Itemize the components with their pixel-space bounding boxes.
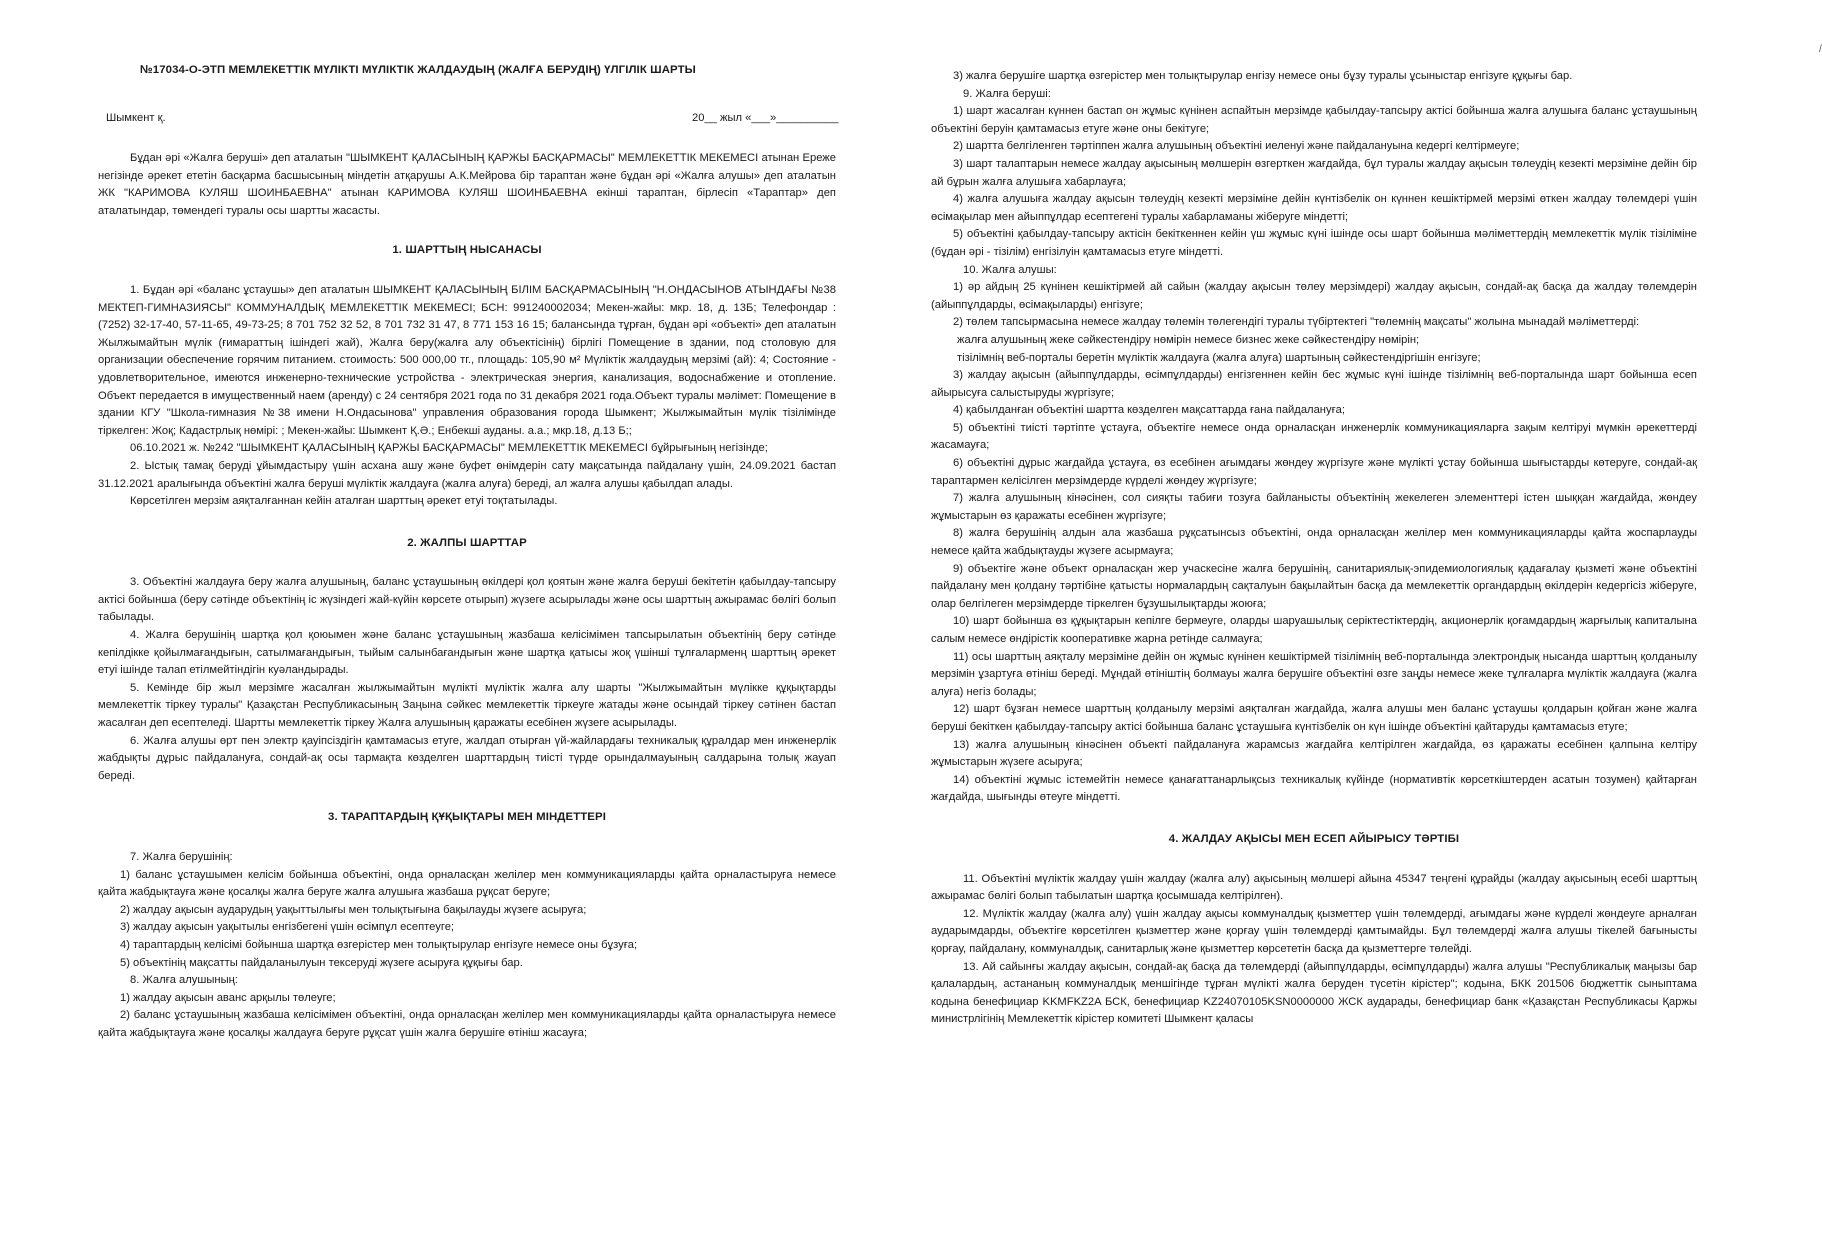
clause-10-detail: жалға алушының жеке сәйкестендіру нөмірін немесе бизнес жеке сәйкестендіру нөмірін; — [957, 333, 1420, 346]
section-4-title: 4. ЖАЛДАУ АҚЫСЫ МЕН ЕСЕП АЙЫРЫСУ ТӘРТІБІ — [1168, 832, 1460, 845]
clause-8-item: 3) жалға берушіге шартқа өзгерістер мен толықтырулар енгізу немесе оны бұзу туралы ұсыныстар енгізуге құқығы бар. — [953, 70, 1573, 82]
clause-10-item: 6) объектіні дұрыс жағдайда ұстауға, өз есебінен ағымдағы жөндеу жүргізуге және мүлікті ұстау бойынша шығыстарды көтеруге, сондай-ақ тараптармен келісілген мерзімдерде күрделі жөндеу жүргізуге; — [931, 457, 1697, 487]
clause-7: 7. Жалға берушінің: — [130, 851, 233, 863]
clause-10-item: 11) осы шарттың аяқталу мерзіміне дейін он жұмыс күнінен кешіктірмей тізілімнің веб-порталында электрондық нысанда шарттың қолданылу мерзімін ұзартуға өтініш береді. Мұндай өтініштің болмауы жалға берушіге объектіні өзге заңды немесе жеке тұлғаларға мүліктік жалдауға (жалға алуға) негіз болады; — [931, 650, 1697, 698]
clause-9-item: 4) жалға алушыға жалдау ақысын төлеудің кезекті мерзіміне дейін күнтізбелік он күннен кешіктірмей мерзімі өткен жалдау төлемдері үшін өсімақылар мен айыппұлдар есептегені туралы хабарламаны жіберуге міндетті; — [931, 193, 1697, 223]
clause-10-item: 3) жалдау ақысын (айыппұлдарды, өсімпұлдарды) енгізгеннен кейін бес жұмыс күні ішінде тізілімнің веб-порталында шарт бойынша есеп айырысуға салыстыруды жүргізуге; — [931, 369, 1697, 399]
document-title: №17034-О-ЭТП МЕМЛЕКЕТТІК МҮЛІКТІ МҮЛІКТІК ЖАЛДАУДЫҢ (ЖАЛҒА БЕРУДІҢ) ҮЛГІЛІК ШАРТЫ — [140, 64, 696, 76]
clause-10: 10. Жалға алушы: — [963, 263, 1057, 276]
clause-8: 8. Жалға алушының: — [130, 974, 238, 987]
clause-12: 12. Мүліктік жалдау (жалға алу) үшін жалдау ақысы коммуналдық қызметтер үшін төлемдерді, ағымдағы және күрделі жөндеуге арналған аударымдарды, объектіге көрсетілген қызметтер және қорғау үшін төлемдерді қамтымайды. Бұл төлемдерді жалға алушы тікелей бағынысты қорғау, пайдалану, коммуналдық, санитарлық және қызметтер көрсететін басқа да қызметтерге төлейді. — [931, 907, 1697, 955]
clause-2-termination: Көрсетілген мерзім аяқталғаннан кейін аталған шарттың әрекет етуі тоқтатылады. — [130, 495, 558, 508]
clause-9-item: 1) шарт жасалған күннен бастап он жұмыс күнінен аспайтын мерзімде қабылдау-тапсыру актісі бойынша жалға алушыға баланс ұстаушының объектіні беруін қамтамасыз етуге және оны бекітуге; — [931, 105, 1697, 135]
clause-7-item: 3) жалдау ақысын уақытылы енгізбегені үшін өсімпұл есептеуге; — [120, 921, 455, 934]
right-page — [877, 0, 1822, 1240]
clause-7-item: 1) баланс ұстаушымен келісім бойынша объектіні, онда орналасқан желілер мен коммуникацияларды қайта орналастыруға немесе қайта жабдықтауға және қосалқы жалға беруге жалға алушыға жазбаша рұқсат беруге; — [98, 868, 836, 899]
clause-10-item: 5) объектіні тиісті тәртіпте ұстауға, объектіге немесе онда орналасқан инженерлік коммуникацияларға зақым келтіруі мүмкін әрекеттерді жасамауға; — [931, 421, 1697, 452]
clause-7-item: 4) тараптардың келісімі бойынша шартқа өзгерістер мен толықтырулар енгізуге немесе оны бұзуға; — [120, 938, 638, 951]
clause-1-basis: 06.10.2021 ж. №242 "ШЫМКЕНТ ҚАЛАСЫНЫҢ ҚАРЖЫ БАСҚАРМАСЫ" МЕМЛЕКЕТТІК МЕКЕМЕСІ бұйрығының негізінде; — [130, 442, 768, 455]
clause-8-item: 2) баланс ұстаушының жазбаша келісімімен объектіні, онда орналасқан желілер мен коммуникацияларды қайта орналастыруға немесе қайта жабдықтауға және қосалқы жалдауға беруге рұқсат үшін жалға берушіге өтініш жасауға; — [98, 1009, 836, 1039]
clause-6: 6. Жалға алушы өрт пен электр қауіпсіздігін қамтамасыз етуге, жалдап отырған үй-жайлардағы техникалық құралдар мен инженерлік жабдықты дұрыс пайдалануға, сондай-ақ осы тармақта көзделген шарттардың тиісті түрде орындалмауының салдарына толық жауап береді. — [98, 734, 836, 782]
clause-10-item: 7) жалға алушының кінәсінен, сол сияқты табиғи тозуға байланысты объектінің жекелеген элементтері істен шыққан жағдайда, жөндеу жұмыстарын өз қаражаты есебінен жүргізуге; — [931, 492, 1697, 522]
clause-9: 9. Жалға беруші: — [963, 87, 1051, 100]
clause-5: 5. Кемінде бір жыл мерзімге жасалған жылжымайтын мүлікті мүліктік жалға алу шарты "Жылжымайтын мүлікке құқықтарды мемлекеттік тіркеу туралы" Қазақстан Республикасының Заңына сәйкес мемлекеттік тіркеуге жатады және осындай тіркеу сәтінен бастап жасалған деп есептеледі. Шартты мемлекеттік тіркеу Жалға алушының қаражаты есебінен жүзеге асырылады. — [98, 681, 836, 730]
clause-7-item: 2) жалдау ақысын аударудың уақыттылығы мен толықтығына бақылауды жүзеге асыруға; — [120, 903, 587, 916]
clause-9-item: 2) шартта белгіленген тәртіппен жалға алушының объектіні иеленуі және пайдалануына кедергі келтірмеуге; — [953, 140, 1520, 153]
clause-10-item: 2) төлем тапсырмасына немесе жалдау төлемін төлегендігі туралы түбіртектегі "төлемнің мақсаты" жолына мынадай мәліметтерді: — [953, 316, 1640, 329]
clause-10-item: 14) объектіні жұмыс істемейтін немесе қанағаттанарлықсыз техникалық күйінде (нормативтік көрсеткіштерден асатын тозумен) қайтарған жағдайда, шығынды өтеуге міндетті. — [931, 773, 1697, 804]
clause-10-item: 1) әр айдың 25 күнінен кешіктірмей ай сайын (жалдау ақысын төлеу мерзімдері) жалдау ақысын, сондай-ақ басқа да жалдау төлемдерін (айыппұлдарды, өсімақыларды) енгізуге; — [931, 281, 1697, 311]
clause-10-item: 9) объектіге және объект орналасқан жер учаскесіне жалға берушінің, санитариялық-эпидемиологиялық қадағалау қызметі және объектіні пайдалану мен қолдану тәртібіне қатысты нормалардың сақталуын бақылайтын басқа да мемлекеттік органдардың өкілдерін кедергісіз жіберуге, олар белгілеген мерзімдерде тіркелген бұзушылықтарды жоюға; — [931, 562, 1697, 610]
section-3-title: 3. ТАРАПТАРДЫҢ ҚҰҚЫҚТАРЫ МЕН МІНДЕТТЕРІ — [328, 811, 606, 824]
contract-date: 20__ жыл «___»__________ — [692, 112, 839, 124]
section-1-title: 1. ШАРТТЫҢ НЫСАНАСЫ — [392, 244, 542, 257]
clause-2: 2. Ыстық тамақ беруді ұйымдастыру үшін асхана ашу және буфет өнімдерін сату мақсатында пайдалану үшін, 24.09.2021 бастап 31.12.2021 аралығында объектіні жалға беруші мүліктік жалдауға (жалға алуға) береді, ал жалға алушы қабылдап алады. — [98, 459, 836, 490]
clause-10-item: 13) жалға алушының кінәсінен объекті пайдалануға жарамсыз жағдайға келтірілген жағдайда, өз қаражаты есебінен қалпына келтіру жұмыстарын жүзеге асыруға; — [931, 738, 1697, 769]
intro-paragraph: Бұдан әрі «Жалға беруші» деп аталатын "ШЫМКЕНТ ҚАЛАСЫНЫҢ ҚАРЖЫ БАСҚАРМАСЫ" МЕМЛЕКЕТТІК МЕКЕМЕСІ атынан Ереже негізінде әрекет ететін басқарма басшысының міндетін атқарушы А.К.Мейрова бір тараптан және бұдан әрі «Жалға алушы» деп аталатын ЖК "КАРИМОВА КУЛЯШ ШОИНБАЕВНА" атынан КАРИМОВА КУЛЯШ ШОИНБАЕВНА екінші тараптан, бірлесіп «Тараптар» деп аталатындар, төмендегі туралы осы шартты жасасты. — [98, 152, 836, 217]
clause-1: 1. Бұдан әрі «баланс ұстаушы» деп аталатын ШЫМКЕНТ ҚАЛАСЫНЫҢ БІЛІМ БАСҚАРМАСЫНЫҢ "Н.ОНДАСЫНОВ АТЫНДАҒЫ №38 МЕКТЕП-ГИМНАЗИЯСЫ" КОММУНАЛДЫҚ МЕМЛЕКЕТТІК МЕКЕМЕСІ; БСН: 991240002034; Мекен-жайы: мкр. 18, д. 13Б; Телефондар : (7252) 32-17-40, 57-11-65, 49-73-25; 8 701 752 32 52, 8 701 732 31 47, 8 771 153 16 15; балансында тұрған, бұдан әрі «объекті» деп аталатын Жылжымайтын мүлік (ғимараттың ішіндегі жай), Жалға беру(жалға алу объектісінің) бірлігі Помещение в здании, под столовую для организации обеспечение горячим питанием. стоимость: 500 000,00 тг., площадь: 105,90 м² Мүліктік жалдаудың мерзімі (ай): 4; Состояние - удовлетворительное, имеются инженерно-технические устройства - электрическая энергия, канализация, водоснабжение и отопление. Объект передается в имущественный наем (аренду) с 24 сентября 2021 года по 31 декабря 2021 года.Объект туралы мәлімет: Помещение в здании КГУ "Школа-гимназия №38 имени Н.Ондасынова" управления образования города Шымкент; Жылжымайтын мүлік тізілімінде тіркелген: Жоқ; Кадастрлық нөмірі: ; Мекен-жайы: Шымкент Қ.Ә.; Енбекші ауданы. а.а.; мкр.18, д.13 Б;; — [98, 283, 836, 437]
clause-10-item: 4) қабылданған объектіні шартта көзделген мақсаттарда ғана пайдалануға; — [953, 404, 1345, 417]
clause-4: 4. Жалға берушінің шартқа қол қоюымен және баланс ұстаушының жазбаша келісімімен тапсырылатын объектінің беру сәтінде кепілдікке қойылмағандығын, сатылмағандығын, тыйым салынбағандығын және шартқа қатысы жоқ үшінші тұлғаларменң шарттың әрекет етуі ішінде талап етілмейтіндігін куәландырады. — [98, 629, 836, 677]
clause-13: 13. Ай сайынғы жалдау ақысын, сондай-ақ басқа да төлемдерді (айыппұлдарды, өсімпұлдарды) жалға алушы "Республикалық маңызы бар қалалардың, астананың коммуналдық меншігінде тұрған мүлікті жалға беруден түсетін кірістер"; кодына, БКК 201506 бюджеттік сыныптама кодына бенефициар KKMFKZ2A БСК, бенефициар KZ24070105KSN0000000 ЖСК аударады, бенефициар банк «Қазақстан Республикасы Қаржы министрлігінің Мемлекеттік кірістер комитеті Шымкент қаласы — [931, 960, 1697, 1026]
clause-10-detail: тізілімнің веб-порталы беретін мүліктік жалдауға (жалға алуға) шартының сәйкестендіргішін енгізуге; — [957, 351, 1481, 364]
contract-place: Шымкент қ. — [106, 112, 166, 124]
clause-7-item: 5) объектінің мақсатты пайдаланылуын тексеруді жүзеге асыруға құқығы бар. — [120, 956, 523, 969]
right-column — [931, 68, 1697, 1029]
left-page — [0, 0, 877, 1240]
clause-8-item: 1) жалдау ақысын аванс арқылы төлеуге; — [120, 991, 336, 1004]
clause-3: 3. Объектіні жалдауға беру жалға алушының, баланс ұстаушының өкілдері қол қоятын және жалға беруші бекітетін қабылдау-тапсыру актісі бойынша (беру сәтінде объектінің іс жүзіндегі жай-күйін көрсете отырып) жүзеге асырылады және осы шарттың ажырамас бөлігі болып табылады. — [98, 576, 836, 624]
clause-10-item: 8) жалға берушінің алдын ала жазбаша рұқсатынсыз объектіні, онда орналасқан желілер мен коммуникацияларды қайта жоспарлауды немесе қайта жабдықтауды жүзеге асырмауға; — [931, 527, 1697, 558]
clause-10-item: 10) шарт бойынша өз құқықтарын кепілге бермеуге, оларды шаруашылық серіктестіктердің, акционерлік қоғамдардың жарғылық капиталына салым немесе өндірістік кооперативке жарна ретінде салмауға; — [931, 615, 1697, 645]
clause-9-item: 5) объектіні қабылдау-тапсыру актісін бекіткеннен кейін үш жұмыс күні ішінде осы шарт бойынша мәліметтердің мемлекеттік мүлік тізіліміне (бұдан әрі - тізілім) енгізілуін қамтамасыз етуге міндетті. — [931, 228, 1697, 258]
scan-mark: / — [1819, 44, 1822, 55]
clause-11: 11. Объектіні мүліктік жалдау үшін жалдау (жалға алу) ақысының мөлшері айына 45347 теңгені құрайды (жалдау ақысының есебі шарттың ажырамас бөлігі болып табылатын шартқа қосымшада келтірілген). — [931, 872, 1697, 903]
left-column — [98, 150, 836, 1043]
clause-10-item: 12) шарт бұзған немесе шарттың қолданылу мерзімі аяқталған жағдайда, жалға алушы мен баланс ұстаушы қолдарын қойған және жалға беруші бекіткен қабылдау-тапсыру актісі бойынша баланс ұстаушыға күнтізбелік он күн ішінде объектіні қайтаруды қамтамасыз етуге; — [931, 703, 1697, 733]
clause-9-item: 3) шарт талаптарын немесе жалдау ақысының мөлшерін өзгерткен жағдайда, бұл туралы жалдау ақысын төлеудің кезекті мерзіміне дейін бір ай бұрын жалға алушыға хабарлауға; — [931, 157, 1697, 188]
section-2-title: 2. ЖАЛПЫ ШАРТТАР — [407, 536, 527, 549]
